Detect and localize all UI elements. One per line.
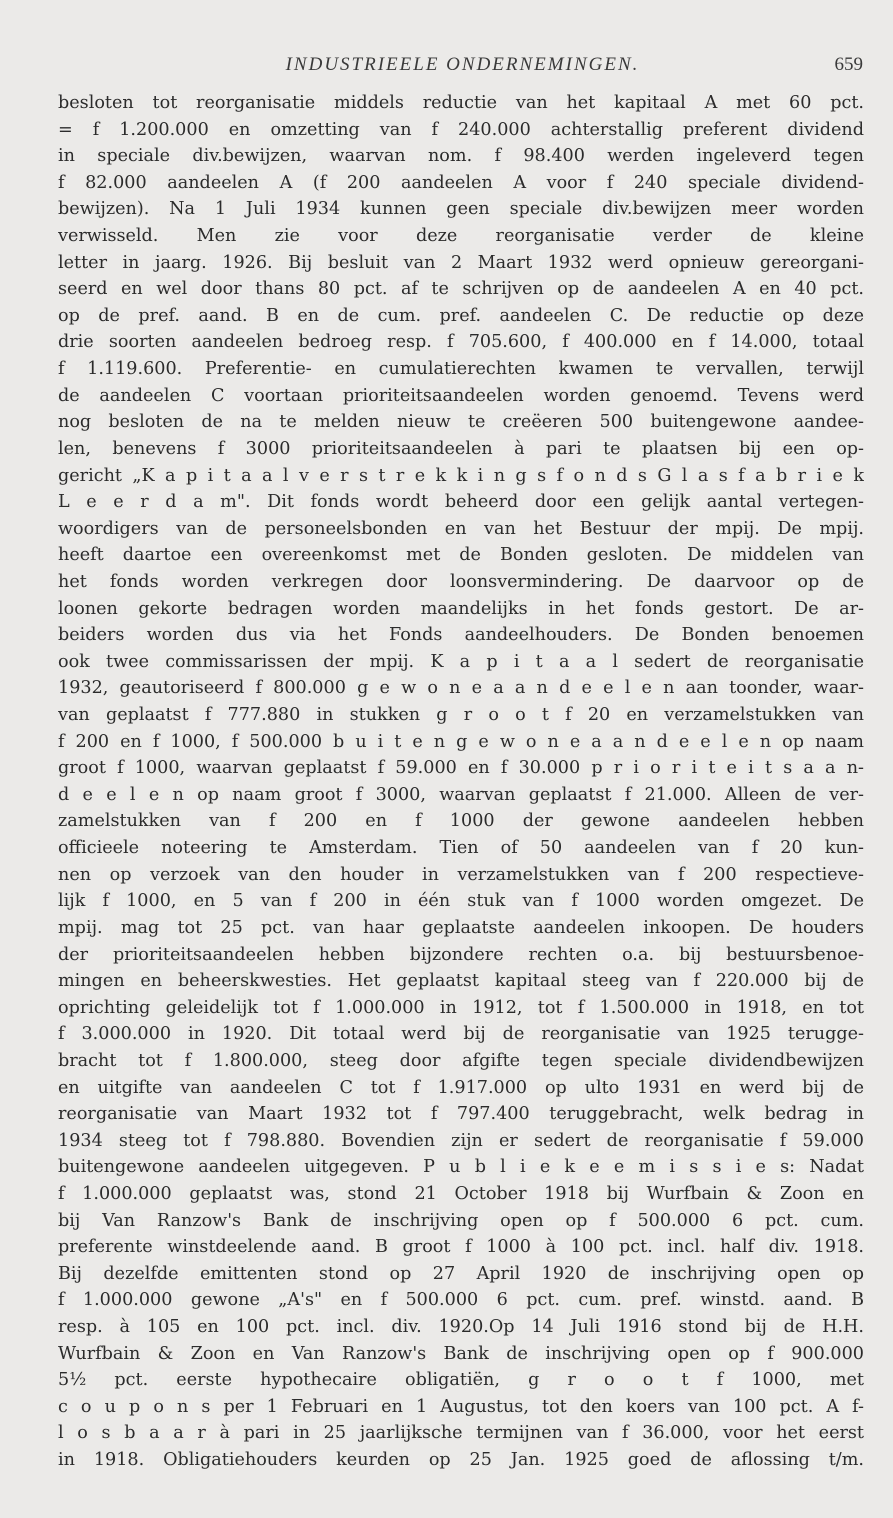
text-line: 5½ pct. eerste hypothecaire obligatiën, g r o o t f 1000, met xyxy=(58,1370,864,1391)
text-line: len, benevens f 3000 prioriteitsaandeelen à pari te plaatsen bij een op- xyxy=(58,438,864,459)
text-line: buitengewone aandeelen uitgegeven. P u b l i e k e e m i s s i e s: Nadat xyxy=(58,1157,864,1178)
text-line: letter in jaarg. 1926. Bij besluit van 2 Maart 1932 werd opnieuw gereorgani- xyxy=(58,252,864,273)
text-line: nen op verzoek van den houder in verzamelstukken van f 200 respectieve- xyxy=(58,864,864,885)
text-line: Wurfbain & Zoon en Van Ranzow's Bank de inschrijving open op f 900.000 xyxy=(58,1343,864,1364)
text-line: van geplaatst f 777.880 in stukken g r o o t f 20 en verzamelstukken van xyxy=(58,705,864,726)
text-line: = f 1.200.000 en omzetting van f 240.000 achterstallig preferent dividend xyxy=(58,119,864,140)
text-line: besloten tot reorganisatie middels reductie van het kapitaal A met 60 pct. xyxy=(58,93,864,113)
text-line: mpij. mag tot 25 pct. van haar geplaatste aandeelen inkoopen. De houders xyxy=(58,917,864,938)
text-line: drie soorten aandeelen bedroeg resp. f 705.600, f 400.000 en f 14.000, totaal xyxy=(58,332,864,353)
text-line: 1934 steeg tot f 798.880. Bovendien zijn er sedert de reorganisatie f 59.000 xyxy=(58,1130,864,1151)
body-text xyxy=(58,90,864,1474)
text-line: f 82.000 aandeelen A (f 200 aandeelen A voor f 240 speciale dividend- xyxy=(58,172,864,193)
text-line: verwisseld. Men zie voor deze reorganisatie verder de kleine xyxy=(58,226,864,247)
text-line: f 1.119.600. Preferentie- en cumulatierechten kwamen te vervallen, terwijl xyxy=(58,359,864,380)
text-line: in 1918. Obligatiehouders keurden op 25 Jan. 1925 goed de aflossing t/m. xyxy=(58,1450,864,1471)
text-line: f 1.000.000 gewone „A's" en f 500.000 6 pct. cum. pref. winstd. aand. B xyxy=(58,1290,864,1311)
text-line: Bij dezelfde emittenten stond op 27 April 1920 de inschrijving open op xyxy=(58,1263,864,1284)
text-line: resp. à 105 en 100 pct. incl. div. 1920.Op 14 Juli 1916 stond bij de H.H. xyxy=(58,1317,864,1338)
text-line: f 200 en f 1000, f 500.000 b u i t e n g e w o n e a a n d e e l e n op naam xyxy=(58,731,864,752)
text-line: nog besloten de na te melden nieuw te creëeren 500 buitengewone aandee- xyxy=(58,412,864,433)
text-line: groot f 1000, waarvan geplaatst f 59.000 en f 30.000 p r i o r i t e i t s a a n- xyxy=(58,758,864,779)
text-line: mingen en beheerskwesties. Het geplaatst kapitaal steeg van f 220.000 bij de xyxy=(58,971,864,992)
text-line: zamelstukken van f 200 en f 1000 der gewone aandeelen hebben xyxy=(58,811,864,832)
running-title: INDUSTRIEELE ONDERNEMINGEN. xyxy=(285,54,640,75)
text-line: seerd en wel door thans 80 pct. af te schrijven op de aandeelen A en 40 pct. xyxy=(58,279,864,300)
text-line: in speciale div.bewijzen, waarvan nom. f 98.400 werden ingeleverd tegen xyxy=(58,146,864,167)
text-line: heeft daartoe een overeenkomst met de Bonden gesloten. De middelen van xyxy=(58,545,864,566)
text-line: L e e r d a m". Dit fonds wordt beheerd door een gelijk aantal vertegen- xyxy=(58,492,864,513)
text-line: woordigers van de personeelsbonden en van het Bestuur der mpij. De mpij. xyxy=(58,518,864,539)
text-line: bij Van Ranzow's Bank de inschrijving open op f 500.000 6 pct. cum. xyxy=(58,1210,864,1231)
text-line: reorganisatie van Maart 1932 tot f 797.400 teruggebracht, welk bedrag in xyxy=(58,1104,864,1125)
text-line: l o s b a a r à pari in 25 jaarlijksche termijnen van f 36.000, voor het eerst xyxy=(58,1423,864,1444)
page-number: 659 xyxy=(834,54,863,75)
text-line: der prioriteitsaandeelen hebben bijzondere rechten o.a. bij bestuursbenoe- xyxy=(58,944,864,965)
text-line: f 1.000.000 geplaatst was, stond 21 October 1918 bij Wurfbain & Zoon en xyxy=(58,1183,864,1204)
text-line: ook twee commissarissen der mpij. K a p i t a a l sedert de reorganisatie xyxy=(58,651,864,672)
text-line: het fonds worden verkregen door loonsvermindering. De daarvoor op de xyxy=(58,571,864,592)
running-header xyxy=(60,50,865,84)
text-line: oprichting geleidelijk tot f 1.000.000 in 1912, tot f 1.500.000 in 1918, en tot xyxy=(58,997,864,1018)
text-line: d e e l e n op naam groot f 3000, waarvan geplaatst f 21.000. Alleen de ver- xyxy=(58,784,864,805)
text-line: en uitgifte van aandeelen C tot f 1.917.000 op ulto 1931 en werd bij de xyxy=(58,1077,864,1098)
text-line: beiders worden dus via het Fonds aandeelhouders. De Bonden benoemen xyxy=(58,625,864,646)
text-line: lijk f 1000, en 5 van f 200 in één stuk van f 1000 worden omgezet. De xyxy=(58,891,864,912)
text-line: gericht „K a p i t a a l v e r s t r e k k i n g s f o n d s G l a s f a b r i e k xyxy=(58,465,864,486)
text-line: f 3.000.000 in 1920. Dit totaal werd bij de reorganisatie van 1925 terugge- xyxy=(58,1024,864,1045)
text-line: de aandeelen C voortaan prioriteitsaandeelen worden genoemd. Tevens werd xyxy=(58,385,864,406)
text-line: officieele noteering te Amsterdam. Tien of 50 aandeelen van f 20 kun- xyxy=(58,838,864,859)
text-line: loonen gekorte bedragen worden maandelijks in het fonds gestort. De ar- xyxy=(58,598,864,619)
text-line: bewijzen). Na 1 Juli 1934 kunnen geen speciale div.bewijzen meer worden xyxy=(58,199,864,220)
text-line: op de pref. aand. B en de cum. pref. aandeelen C. De reductie op deze xyxy=(58,305,864,326)
text-line: c o u p o n s per 1 Februari en 1 Augustus, tot den koers van 100 pct. A f- xyxy=(58,1396,864,1417)
text-line: bracht tot f 1.800.000, steeg door afgifte tegen speciale dividendbewijzen xyxy=(58,1050,864,1071)
text-line: 1932, geautoriseerd f 800.000 g e w o n e a a n d e e l e n aan toonder, waar- xyxy=(58,678,864,699)
text-line: preferente winstdeelende aand. B groot f 1000 à 100 pct. incl. half div. 1918. xyxy=(58,1237,864,1258)
